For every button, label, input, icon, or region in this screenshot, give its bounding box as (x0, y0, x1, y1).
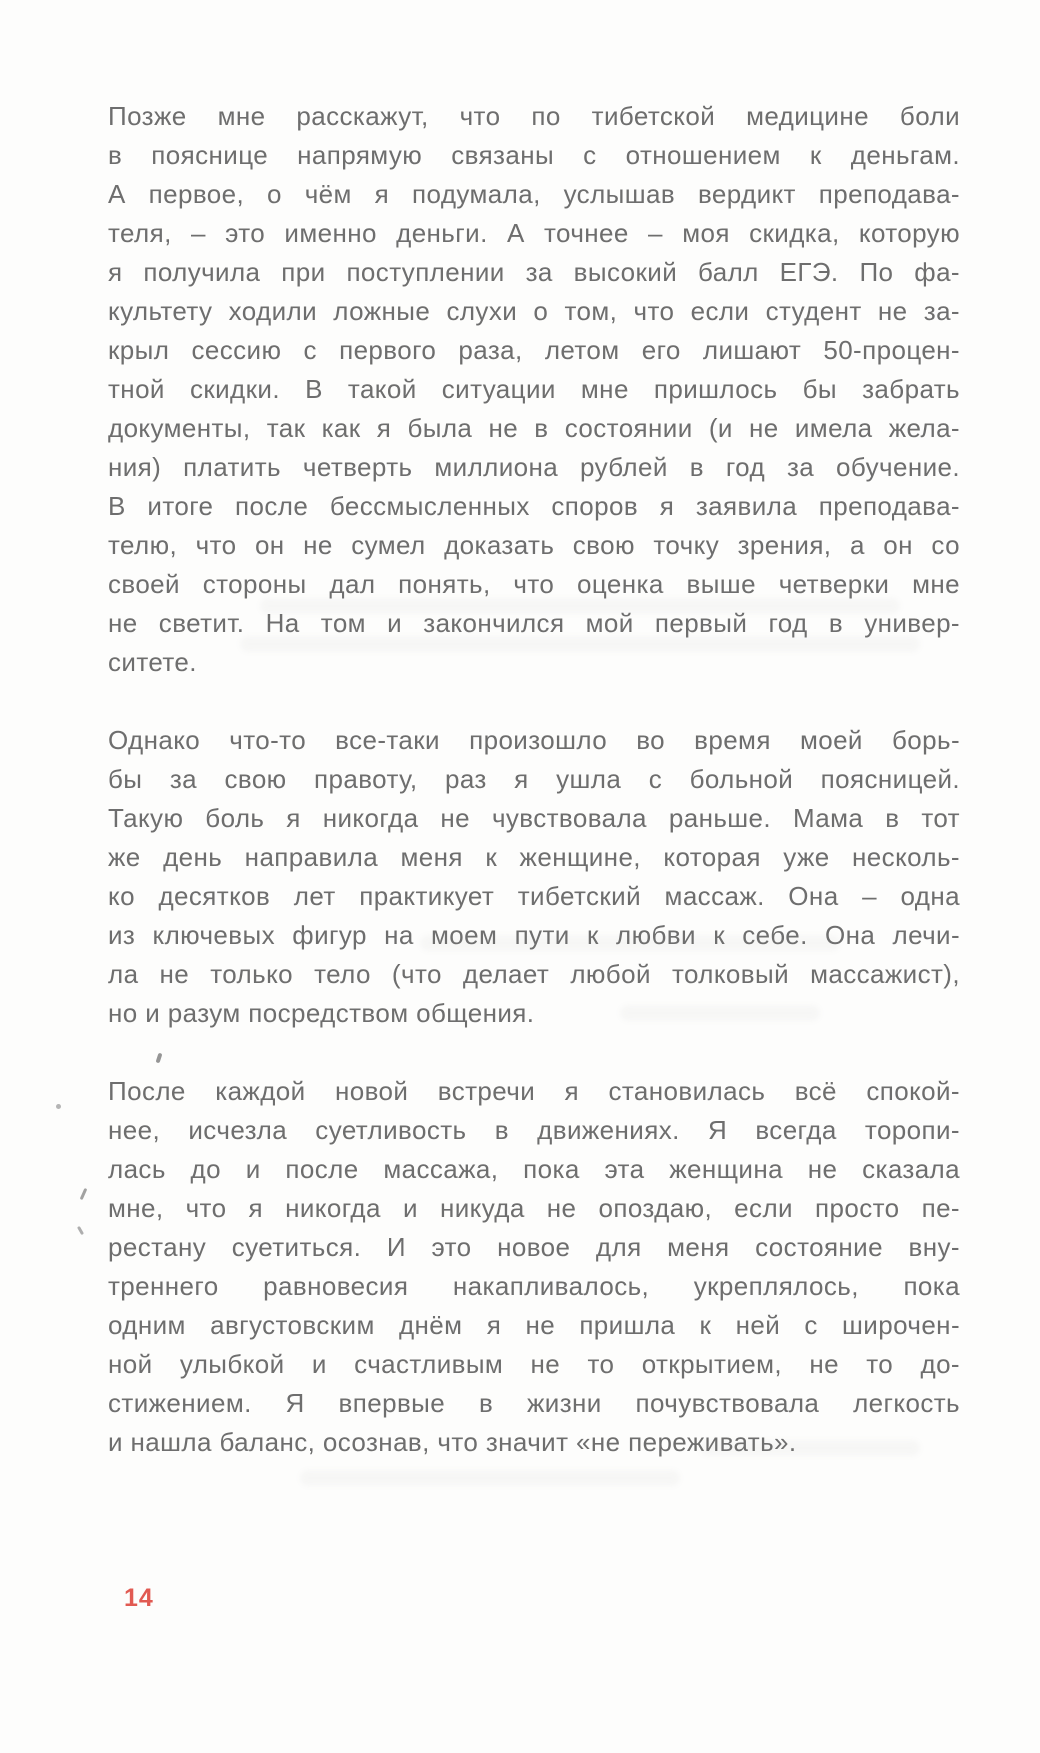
text-line: ной улыбкой и счастливым не то открытием, не то до- (108, 1349, 960, 1379)
text-line: Однако что-то все-таки произошло во время моей борь- (108, 725, 960, 755)
text-line: После каждой новой встречи я становилась всё спокой- (108, 1076, 960, 1106)
text-line: В итоге после бессмысленных споров я заявила преподава- (108, 491, 960, 521)
text-line: стижением. Я впервые в жизни почувствовала легкость (108, 1388, 960, 1418)
scan-speck (56, 1104, 61, 1109)
text-line: нее, исчезла суетливость в движениях. Я всегда торопи- (108, 1115, 960, 1145)
text-line: ла не только тело (что делает любой толковый массажист), (108, 959, 960, 989)
text-line: ко десятков лет практикует тибетский массаж. Она – одна (108, 881, 960, 911)
text-line: тной скидки. В такой ситуации мне пришлось бы забрать (108, 374, 960, 404)
text-line: в пояснице напрямую связаны с отношением к деньгам. (108, 140, 960, 170)
page-number: 14 (124, 1584, 154, 1612)
show-through-artifact (300, 1470, 680, 1486)
text-line: ния) платить четверть миллиона рублей в год за обучение. (108, 452, 960, 482)
text-line: телю, что он не сумел доказать свою точку зрения, а он со (108, 530, 960, 560)
text-line: но и разум посредством общения. (108, 998, 535, 1028)
paragraph (108, 721, 960, 1033)
text-line: культету ходили ложные слухи о том, что если студент не за- (108, 296, 960, 326)
text-line: я получила при поступлении за высокий балл ЕГЭ. По фа- (108, 257, 960, 287)
text-line: документы, так как я была не в состоянии (и не имела жела- (108, 413, 960, 443)
scan-speck (80, 1188, 88, 1200)
text-line: мне, что я никогда и никуда не опоздаю, если просто пе- (108, 1193, 960, 1223)
text-line: же день направила меня к женщине, которая уже несколь- (108, 842, 960, 872)
text-line: не светит. На том и закончился мой первый год в универ- (108, 608, 960, 638)
text-line: рестану суетиться. И это новое для меня состояние вну- (108, 1232, 960, 1262)
text-line: ситете. (108, 647, 197, 677)
text-line: своей стороны дал понять, что оценка выше четверки мне (108, 569, 960, 599)
text-line: бы за свою правоту, раз я ушла с больной поясницей. (108, 764, 960, 794)
text-line: Такую боль я никогда не чувствовала раньше. Мама в тот (108, 803, 960, 833)
text-line: А первое, о чём я подумала, услышав вердикт преподава- (108, 179, 960, 209)
text-line: теля, – это именно деньги. А точнее – моя скидка, которую (108, 218, 960, 248)
text-line: треннего равновесия накапливалось, укреплялось, пока (108, 1271, 960, 1301)
text-line: крыл сессию с первого раза, летом его лишают 50-процен- (108, 335, 960, 365)
text-line: Позже мне расскажут, что по тибетской медицине боли (108, 101, 960, 131)
text-line: лась до и после массажа, пока эта женщина не сказала (108, 1154, 960, 1184)
text-line: из ключевых фигур на моем пути к любви к себе. Она лечи- (108, 920, 960, 950)
paragraph (108, 97, 960, 682)
scan-speck (77, 1226, 84, 1235)
paragraph (108, 1072, 960, 1462)
text-line: одним августовским днём я не пришла к ней с широчен- (108, 1310, 960, 1340)
text-block (108, 97, 960, 1462)
text-line: и нашла баланс, осознав, что значит «не переживать». (108, 1427, 797, 1457)
